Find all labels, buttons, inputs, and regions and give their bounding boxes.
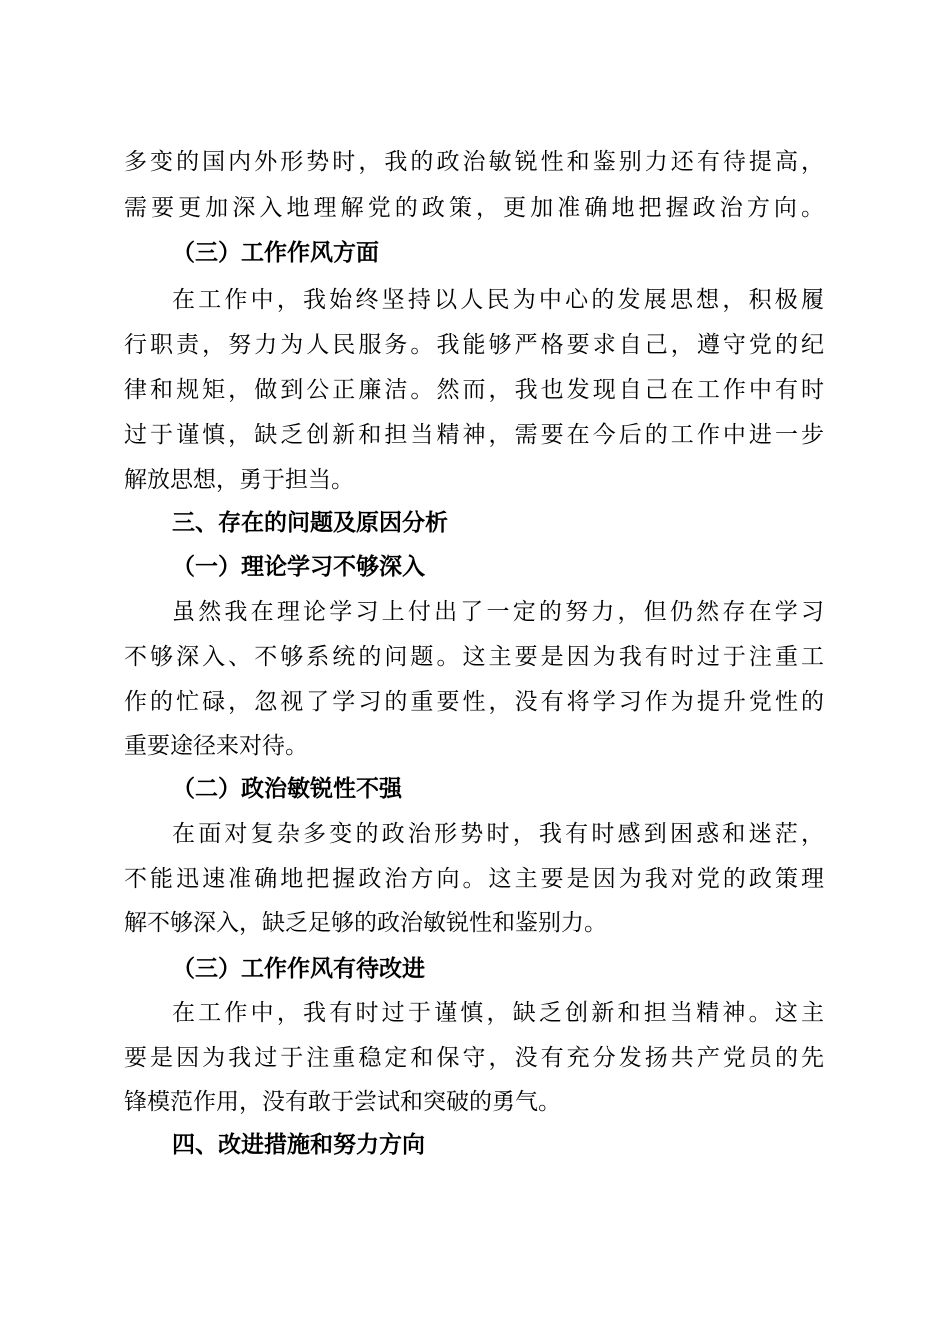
paragraph-line: 过于谨慎，缺乏创新和担当精神，需要在今后的工作中进一步 — [124, 422, 824, 448]
paragraph-line: 行职责，努力为人民服务。我能够严格要求自己，遵守党的纪 — [124, 332, 824, 358]
paragraph-line: 要是因为我过于注重稳定和保守，没有充分发扬共产党员的先 — [124, 1045, 824, 1071]
paragraph-line: 在面对复杂多变的政治形势时，我有时感到困惑和迷茫， — [172, 821, 824, 847]
section-heading-problems: 三、存在的问题及原因分析 — [172, 510, 448, 536]
paragraph-line: 解不够深入，缺乏足够的政治敏锐性和鉴别力。 — [124, 910, 607, 936]
paragraph-line: 锋模范作用，没有敢于尝试和突破的勇气。 — [124, 1089, 561, 1115]
paragraph-line: 重要途径来对待。 — [124, 733, 308, 759]
section-heading-improvements: 四、改进措施和努力方向 — [172, 1132, 425, 1158]
paragraph-line: 在工作中，我有时过于谨慎，缺乏创新和担当精神。这主 — [172, 1000, 824, 1026]
paragraph-line: 在工作中，我始终坚持以人民为中心的发展思想，积极履 — [172, 287, 824, 313]
subheading-political-sensitivity: （二）政治敏锐性不强 — [172, 776, 402, 802]
paragraph-line: 需要更加深入地理解党的政策，更加准确地把握政治方向。 — [124, 195, 824, 221]
subheading-work-style-improve: （三）工作作风有待改进 — [172, 956, 425, 982]
subheading-theory-study: （一）理论学习不够深入 — [172, 554, 425, 580]
paragraph-line: 作的忙碌，忽视了学习的重要性，没有将学习作为提升党性的 — [124, 689, 824, 715]
paragraph-line: 不能迅速准确地把握政治方向。这主要是因为我对党的政策理 — [124, 866, 824, 892]
paragraph-line: 多变的国内外形势时，我的政治敏锐性和鉴别力还有待提高， — [124, 149, 824, 175]
paragraph-line: 虽然我在理论学习上付出了一定的努力，但仍然存在学习 — [172, 599, 824, 625]
paragraph-line: 律和规矩，做到公正廉洁。然而，我也发现自己在工作中有时 — [124, 377, 824, 403]
paragraph-line: 解放思想，勇于担当。 — [124, 467, 354, 493]
paragraph-line: 不够深入、不够系统的问题。这主要是因为我有时过于注重工 — [124, 644, 824, 670]
subheading-work-style: （三）工作作风方面 — [172, 240, 379, 266]
